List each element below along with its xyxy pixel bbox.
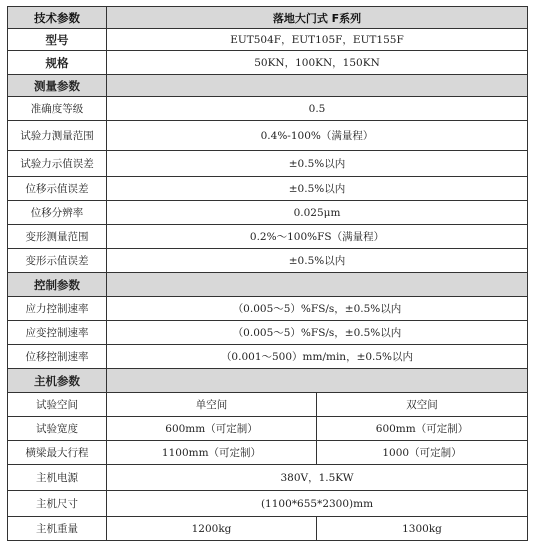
table-row — [8, 121, 528, 151]
row-value-single: 1100mm（可定制） — [107, 441, 317, 465]
header-product-series: 落地大门式 F系列 — [107, 7, 528, 29]
table-row — [8, 297, 528, 321]
row-label: 位移控制速率 — [8, 345, 107, 369]
row-label: 准确度等级 — [8, 97, 107, 121]
table-row-spec — [8, 51, 528, 75]
section-measure-row — [8, 75, 528, 97]
section-title-measure: 测量参数 — [8, 75, 107, 97]
table-row — [8, 491, 528, 517]
row-label: 试验力测量范围 — [8, 121, 107, 151]
row-value: ±0.5%以内 — [107, 151, 528, 177]
table-row — [8, 177, 528, 201]
table-row — [8, 465, 528, 491]
section-title-control: 控制参数 — [8, 273, 107, 297]
row-value: ±0.5%以内 — [107, 177, 528, 201]
row-label: 应力控制速率 — [8, 297, 107, 321]
table-row — [8, 201, 528, 225]
spec-table — [7, 6, 528, 541]
section-fill — [107, 369, 528, 393]
row-value: 0.2%～100%FS（满量程） — [107, 225, 528, 249]
row-value-single: 600mm（可定制） — [107, 417, 317, 441]
table-row — [8, 345, 528, 369]
section-control-row — [8, 273, 528, 297]
header-technical-params: 技术参数 — [8, 7, 107, 29]
row-label: 主机尺寸 — [8, 491, 107, 517]
row-label: 位移分辨率 — [8, 201, 107, 225]
row-label: 型号 — [8, 29, 107, 51]
table-row-model — [8, 29, 528, 51]
section-title-host: 主机参数 — [8, 369, 107, 393]
row-value-double: 1000（可定制） — [317, 441, 528, 465]
section-host-row — [8, 369, 528, 393]
row-label: 规格 — [8, 51, 107, 75]
row-value: （0.005～5）%FS/s，±0.5%以内 — [107, 297, 528, 321]
row-value-single: 1200kg — [107, 517, 317, 541]
row-value: （0.005～5）%FS/s，±0.5%以内 — [107, 321, 528, 345]
row-label: 试验宽度 — [8, 417, 107, 441]
table-row — [8, 249, 528, 273]
row-label: 横梁最大行程 — [8, 441, 107, 465]
table-row — [8, 417, 528, 441]
row-value: (1100*655*2300)mm — [107, 491, 528, 517]
table-row — [8, 517, 528, 541]
row-value-double: 1300kg — [317, 517, 528, 541]
table-header-row — [8, 7, 528, 29]
row-label: 试验空间 — [8, 393, 107, 417]
section-fill — [107, 273, 528, 297]
table-row — [8, 393, 528, 417]
row-value: 0.5 — [107, 97, 528, 121]
row-label: 变形测量范围 — [8, 225, 107, 249]
row-label: 主机重量 — [8, 517, 107, 541]
table-row — [8, 321, 528, 345]
row-value: ±0.5%以内 — [107, 249, 528, 273]
row-label: 主机电源 — [8, 465, 107, 491]
section-fill — [107, 75, 528, 97]
row-label: 试验力示值误差 — [8, 151, 107, 177]
row-value: 0.4%-100%（满量程） — [107, 121, 528, 151]
table-row — [8, 151, 528, 177]
row-value: 50KN，100KN，150KN — [107, 51, 528, 75]
row-label: 位移示值误差 — [8, 177, 107, 201]
table-row — [8, 441, 528, 465]
row-value-double: 600mm（可定制） — [317, 417, 528, 441]
row-value: EUT504F，EUT105F，EUT155F — [107, 29, 528, 51]
table-row — [8, 97, 528, 121]
table-row — [8, 225, 528, 249]
row-label: 变形示值误差 — [8, 249, 107, 273]
row-value-single: 单空间 — [107, 393, 317, 417]
row-value: （0.001～500）mm/min，±0.5%以内 — [107, 345, 528, 369]
row-value: 380V，1.5KW — [107, 465, 528, 491]
row-value: 0.025μm — [107, 201, 528, 225]
row-value-double: 双空间 — [317, 393, 528, 417]
row-label: 应变控制速率 — [8, 321, 107, 345]
